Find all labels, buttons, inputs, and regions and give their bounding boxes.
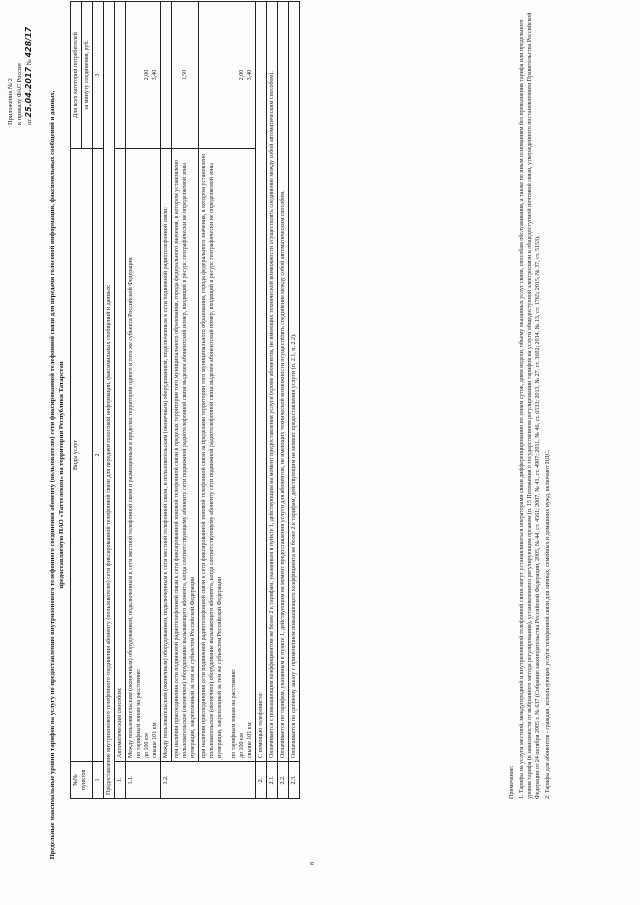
tariff-value: 3,40 xyxy=(247,69,253,81)
table-row: 2.3. Оплачивается по срочному заказу с применением повышающего коэффициента не более 2 к тарифам, действующим на момент предоставления услуги (п. 2.1, п. 2.2). xyxy=(289,2,300,799)
table-row: 1.2. Между пользовательским (оконечным) оборудованием, подключенным к сети местной телефонной связи, и пользовательским (оконечным) оборудованием, подключенным к сети подвижной радиотелефонной связи: xyxy=(161,2,172,799)
note-1: 1. Тарифы на услуги местной, междугородной и внутризоновой телефонной связи могут устанавливаться операторами связи дифференцированно по зонам суток, дням недели, объему оказанных услуг связи, способам обслуживания, а также по иным основаниям без превышения тарифа или предельного уровня тарифа (в зависимости от выбранного метода регулирования), установленного регулирующим органом (п. 15 Положения о государственном регулировании тарифов на услуги общедоступной электросвязи и общедоступной почтовой связи, утвержденного постановлением Правительства Российской Федерации от 24 октября 2005 г. № 637 (Собрание законодательства Российской Федерации, 2005, № 44, ст. 4561; 2007, № 41, ст. 4907; 2011, № 46, ст. 6533; 2013, № 27, ст. 3602; 2014, № 13, ст. 1765; 2015, № 37, ст. 5153). xyxy=(519,12,541,799)
table-row: 1.1. Между пользовательским (оконечным) оборудованием, подключенным к сети местной телефонной связи и размещенным в пределах территории одного и того же субъекта Российской Федерации по тарифным зонам на расстояние: до 100 км свыше 101 км 2,00 3,40 xyxy=(126,2,161,799)
header-tariff-unit: за минуту соединения, руб. xyxy=(82,2,93,149)
table-header-row xyxy=(71,2,82,799)
note-2: 2. Тарифы для абонентов - граждан, использующих услуги телефонной связи для личных, семейных и домашних нужд, включают НДС. xyxy=(545,449,551,799)
appendix-label: Приложение № 2 xyxy=(7,78,14,125)
header-service: Виды услуг xyxy=(71,149,93,762)
handwritten-number: 428/17 xyxy=(24,26,33,58)
notes-heading: Примечание: xyxy=(509,765,515,799)
tariff-value: 2,00 xyxy=(144,69,150,81)
tariff-table xyxy=(70,1,300,799)
table-row: 2.2. Оплачивается по тарифам, указанным в пункте 1, действующим на момент предоставления услуги для абонентов, не имеющих технической возможности осуществлять соединение между собой автоматическим способом. xyxy=(278,2,289,799)
table-row: 1. Автоматическим способом: xyxy=(115,2,126,799)
tariff-value: 2,00 xyxy=(239,69,245,81)
document-title: Предельные максимальные уровни тарифов на услугу по предоставлению внутризонового телефонного соединения абоненту (пользователю) сети фиксированной телефонной связи для передачи голосовой информации, факсимильных сообщений и данных, предоставляемую ПАО «Таттелеком» на территории Республики Татарстан xyxy=(49,90,65,860)
order-date-line: от 25.04.2017 № 428/17 xyxy=(24,26,33,125)
order-reference: к приказу ФАС России xyxy=(16,63,23,125)
table-row: при наличии присоединения сети подвижной радиотелефонной связи к сети фиксированной зоновой телефонной связи за пределами территории того муниципального образования, города федерального значения, в котором установлено пользовательское (оконечное) оборудование вызывающего абонента, когда соответствующему абоненту сети подвижной радиотелефонной связи выделен абонентский номер, входящий в ресурс географически не определяемой зоны нумерации, закрепленный за тем же субъектом Российской Федерации по тарифным зонам на расстояние: до 100 км свыше 101 км 2,00 3,40 xyxy=(199,2,256,799)
table-row: 2.1. Оплачивается с повышающим коэффициентом не более 2 к тарифам, указанным в пункте 1, действующим на момент предоставления услуги (кроме абонентов, не имеющих технической возможности осуществлять соединение между собой автоматическим способом). xyxy=(267,2,278,799)
handwritten-date: 25.04.2017 xyxy=(24,66,33,118)
page-number: 8 xyxy=(310,862,316,865)
section-row: Предоставление внутризонового телефонного соединения абоненту (пользователю) сети фиксированной телефонной связи для передачи голосовой информации, факсимильных сообщений и данных: xyxy=(104,2,115,799)
table-row: 2. С помощью телефониста: xyxy=(256,2,267,799)
header-num: №№ пунктов xyxy=(71,762,93,799)
appendix-stamp xyxy=(6,15,34,125)
tariff-value: 1,50 xyxy=(172,2,199,149)
tariff-value: 3,40 xyxy=(152,69,158,81)
notes-block xyxy=(508,1,554,799)
header-tariff: Для всех категорий потребителей xyxy=(71,2,82,149)
column-number-row: 1 2 3 xyxy=(93,2,104,799)
table-row: при наличии присоединения сети подвижной радиотелефонной связи к сети фиксированной зоновой телефонной связи в пределах территории того муниципального образования, города федерального значения, в котором установлено пользовательское (оконечное) оборудование вызывающего абонента, когда соответствующему абоненту сети подвижной радиотелефонной связи выделен абонентский номер, входящий в ресурс географически не определяемой зоны нумерации, закрепленный за тем же субъектом Российской Федерации 1,50 xyxy=(172,2,199,799)
